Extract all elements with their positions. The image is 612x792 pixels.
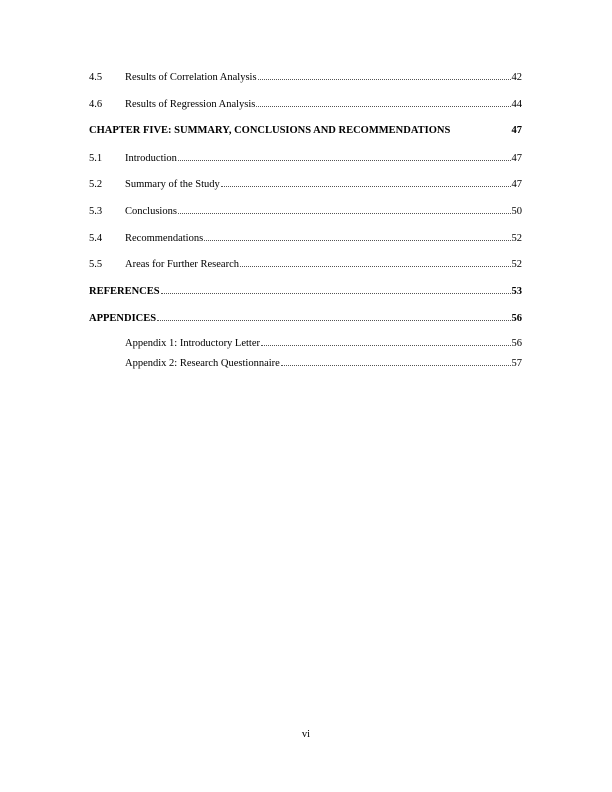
section-number: 5.1 xyxy=(89,153,103,164)
page-number: 52 xyxy=(511,233,522,244)
dot-leader xyxy=(178,212,511,214)
entry-title: Recommendations xyxy=(125,233,204,244)
dot-leader xyxy=(157,319,510,321)
page-number: 57 xyxy=(511,358,522,369)
entry-title: Conclusions xyxy=(125,206,177,217)
toc-entry-appendix-1[interactable] xyxy=(125,338,522,349)
toc-entry-4-6[interactable] xyxy=(89,99,522,110)
dot-leader xyxy=(161,292,511,294)
toc-entry-5-2[interactable] xyxy=(89,179,522,190)
toc-entry-chapter-five[interactable] xyxy=(89,125,522,136)
section-number: 5.2 xyxy=(89,179,103,190)
entry-title: Appendix 2: Research Questionnaire xyxy=(125,358,280,369)
entry-title: Appendix 1: Introductory Letter xyxy=(125,338,261,349)
entry-title: Introduction xyxy=(125,153,177,164)
section-number: 5.3 xyxy=(89,206,103,217)
page-number: 47 xyxy=(511,179,522,190)
dot-leader xyxy=(256,105,510,107)
toc-entry-appendix-2[interactable] xyxy=(125,358,522,369)
dot-leader xyxy=(204,239,510,241)
dot-leader xyxy=(221,185,511,187)
page-number: 56 xyxy=(511,313,522,324)
page-footer-number: vi xyxy=(301,729,311,740)
toc-entry-references[interactable] xyxy=(89,286,522,297)
dot-leader xyxy=(178,159,511,161)
section-number: 4.6 xyxy=(89,99,103,110)
entry-title: Areas for Further Research xyxy=(125,259,239,270)
section-number: 5.5 xyxy=(89,259,103,270)
entry-title: Results of Correlation Analysis xyxy=(125,72,257,83)
dot-leader xyxy=(240,265,511,267)
page-number: 42 xyxy=(511,72,522,83)
page-number: 53 xyxy=(511,286,522,297)
dot-leader xyxy=(281,364,511,366)
toc-entry-5-1[interactable] xyxy=(89,153,522,164)
dot-leader xyxy=(258,78,511,80)
entry-title: REFERENCES xyxy=(89,286,160,297)
entry-title: Results of Regression Analysis xyxy=(125,99,256,110)
toc-entry-appendices[interactable] xyxy=(89,313,522,324)
section-number: 5.4 xyxy=(89,233,103,244)
toc-entry-5-3[interactable] xyxy=(89,206,522,217)
toc-entry-4-5[interactable] xyxy=(89,72,522,83)
chapter-title: CHAPTER FIVE: SUMMARY, CONCLUSIONS AND RECOMMENDATIONS xyxy=(89,125,451,136)
toc-entry-5-5[interactable] xyxy=(89,259,522,270)
page-number: 52 xyxy=(511,259,522,270)
entry-title: Summary of the Study xyxy=(125,179,220,190)
page-number: 44 xyxy=(511,99,522,110)
entry-title: APPENDICES xyxy=(89,313,157,324)
page-number: 50 xyxy=(511,206,522,217)
page-number: 47 xyxy=(511,125,522,136)
page-number: 47 xyxy=(511,153,522,164)
section-number: 4.5 xyxy=(89,72,103,83)
page-number: 56 xyxy=(511,338,522,349)
toc-entry-5-4[interactable] xyxy=(89,233,522,244)
dot-leader xyxy=(261,344,510,346)
